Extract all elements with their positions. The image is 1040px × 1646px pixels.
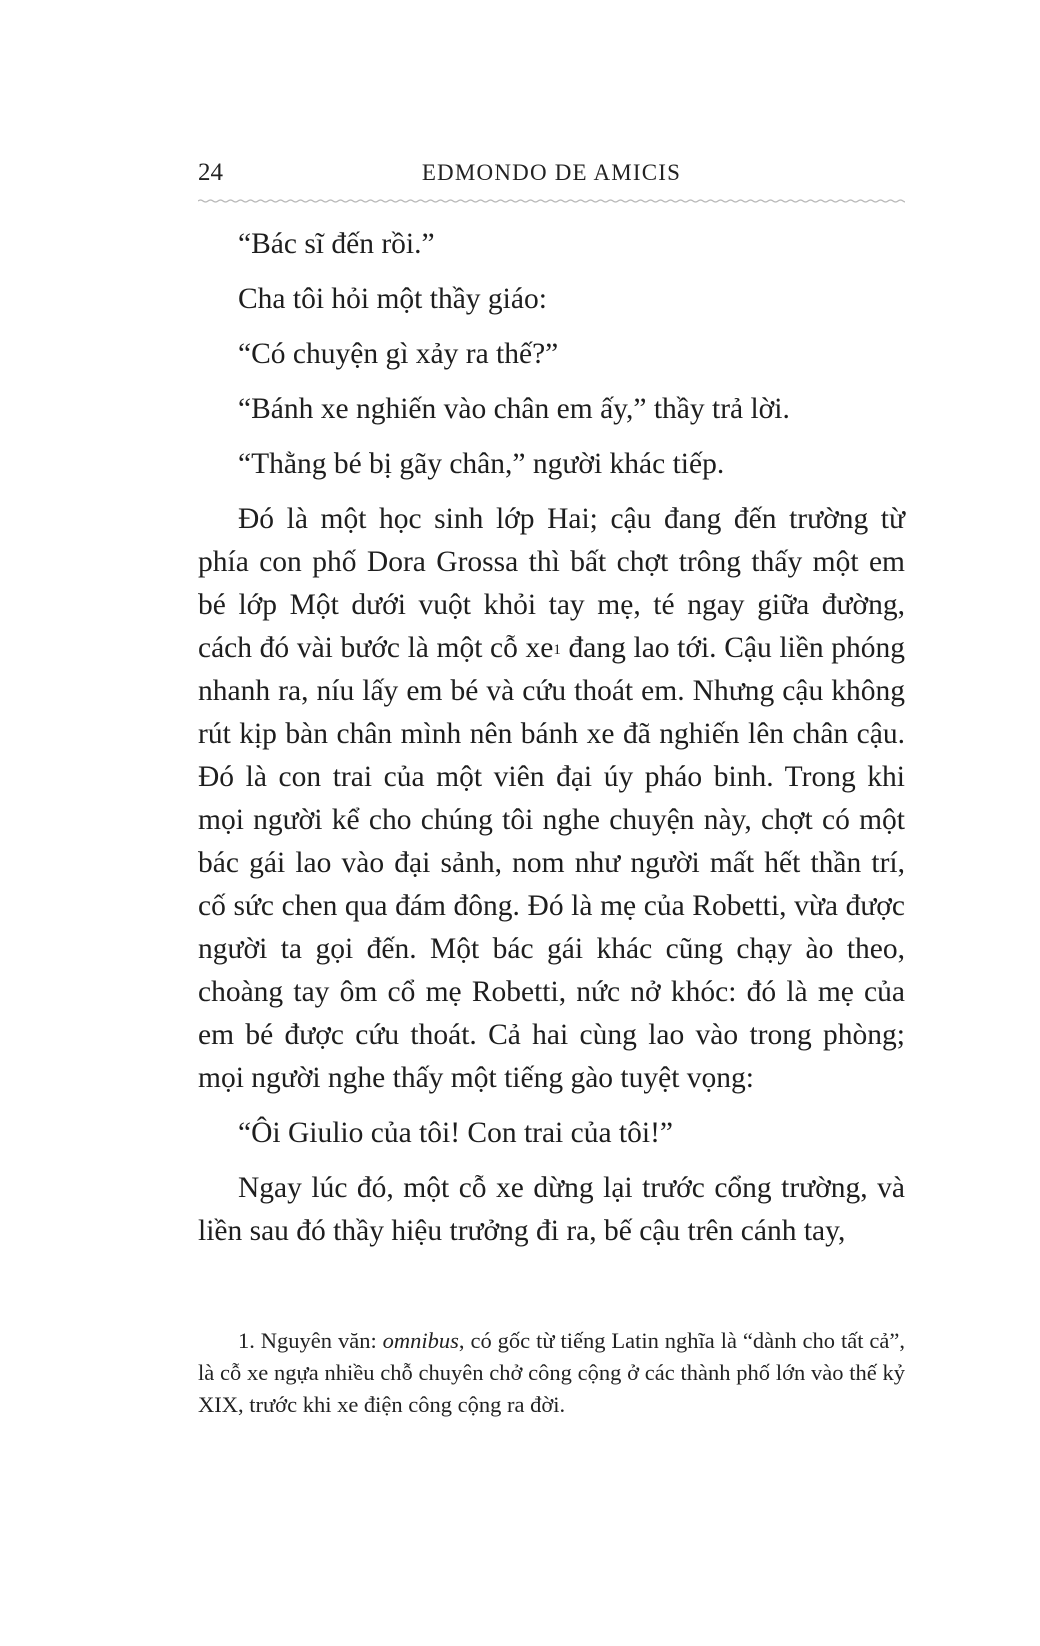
paragraph-story [198, 498, 905, 1100]
body-text [198, 223, 905, 1253]
page-number: 24 [198, 159, 223, 186]
footnote-rest: , có gốc từ tiếng Latin nghĩa là “dành cho tất cả”, là cỗ xe ngựa nhiều chỗ chuyên chở công cộng ở các thành phố lớn vào thế kỷ XIX, trước khi xe điện công cộng ra đời. [198, 1328, 905, 1417]
footnote-reference[interactable]: 1 [553, 642, 561, 658]
paragraph-carriage-stops: Ngay lúc đó, một cỗ xe dừng lại trước cổng trường, và liền sau đó thầy hiệu trưởng đi ra, bế cậu trên cánh tay, [198, 1172, 905, 1247]
running-head [198, 155, 905, 191]
paragraph-what-happened: “Có chuyện gì xảy ra thế?” [238, 338, 559, 370]
story-text-before-ref: Đó là một học sinh lớp Hai; cậu đang đến trường từ phía con phố Dora Grossa thì bất chợt trông thấy một em bé lớp Một dưới vuột khỏi tay mẹ, té ngay giữa đường, cách đó vài bước là một cỗ xe [198, 503, 905, 664]
paragraph-father-asks: Cha tôi hỏi một thầy giáo: [238, 283, 547, 315]
paragraph-cry: “Ôi Giulio của tôi! Con trai của tôi!” [238, 1117, 673, 1149]
wavy-divider-line [198, 200, 905, 202]
story-text-after-ref: đang lao tới. Cậu liền phóng nhanh ra, níu lấy em bé và cứu thoát em. Nhưng cậu không rút kịp bàn chân mình nên bánh xe đã nghiến lên chân cậu. Đó là con trai của một viên đại úy pháo binh. Trong khi mọi người kể cho chúng tôi nghe chuyện này, chợt có một bác gái lao vào đại sảnh, nom như người mất hết thần trí, cố sức chen qua đám đông. Đó là mẹ của Robetti, vừa được người ta gọi đến. Một bác gái khác cũng chạy ào theo, choàng tay ôm cổ mẹ Robetti, nức nở khóc: đó là mẹ của em bé được cứu thoát. Cả hai cùng lao vào trong phòng; mọi người nghe thấy một tiếng gào tuyệt vọng: [198, 632, 905, 1094]
footnote-number: 1. [238, 1328, 255, 1353]
running-title: EDMONDO DE AMICIS [421, 160, 682, 185]
footnote-italic-term: omnibus [382, 1328, 459, 1353]
paragraph-teacher-reply: “Bánh xe nghiến vào chân em ấy,” thầy trả lời. [238, 393, 790, 425]
footnote [198, 1325, 905, 1421]
paragraph-broken-leg: “Thằng bé bị gãy chân,” người khác tiếp. [238, 448, 725, 480]
wavy-divider [198, 196, 905, 206]
paragraph-doctor-arrived: “Bác sĩ đến rồi.” [238, 228, 435, 260]
footnote-lead: Nguyên văn: [254, 1328, 383, 1353]
